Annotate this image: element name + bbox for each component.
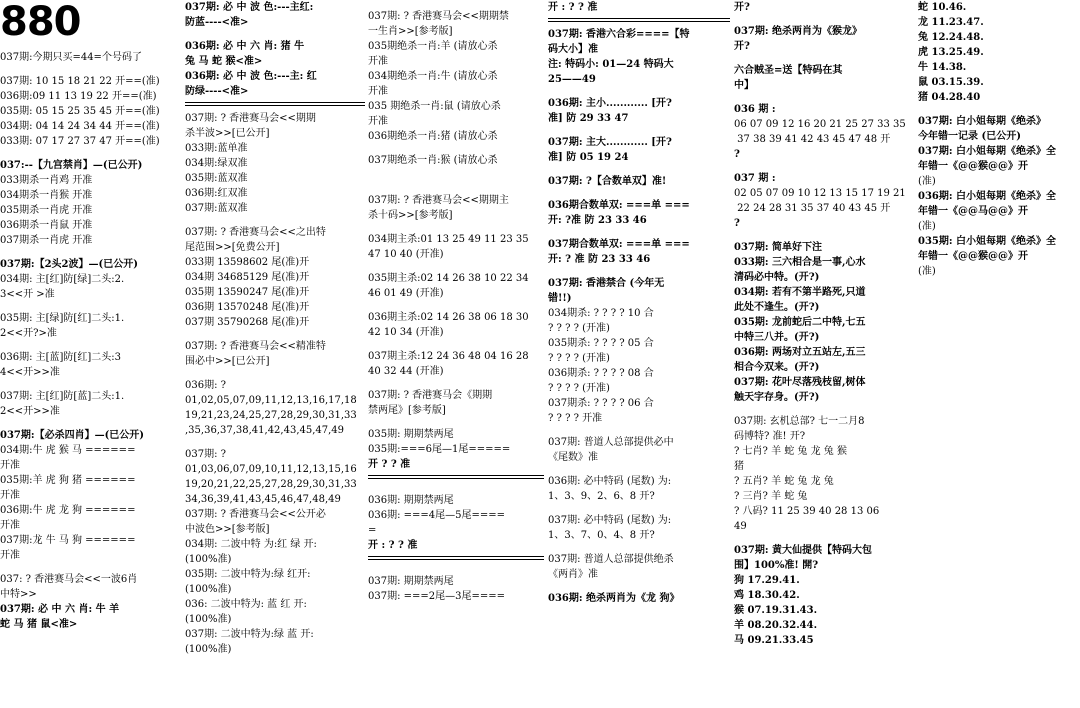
text-line: 开准 <box>0 550 20 561</box>
spacer <box>185 216 365 225</box>
text-line: 037期:蓝双准 <box>185 203 248 214</box>
text-line: 035期绝杀一肖:羊 (请放心杀 <box>368 41 498 52</box>
section-heading: 037期: 白小姐每期《绝杀》 <box>918 116 1047 127</box>
spacer <box>0 65 182 74</box>
text-line: 036期:09 11 13 19 22 开==(准) <box>0 91 157 102</box>
spacer <box>734 534 916 543</box>
text-line: 开准 <box>368 56 388 67</box>
text-line: 准] 防 29 33 47 <box>548 113 629 124</box>
text-line: 037期:今期只买=44=个号码了 <box>0 52 142 63</box>
text-line: 42 10 34 (开准) <box>368 327 444 338</box>
text-line: 鸡 18.30.42. <box>734 590 800 601</box>
text-line: 037期: 必 中 波 色:---主红: <box>185 2 314 13</box>
text-line: 035期: 白小姐每期《绝杀》全 <box>918 236 1057 247</box>
number-list: 06 07 09 12 16 20 21 25 27 33 35 <box>734 119 906 130</box>
text-line: 037: ? 香港赛马会<<一波6肖 <box>0 574 138 585</box>
spacer <box>548 189 730 198</box>
column-1 <box>0 0 182 632</box>
text-line: ? 八码? 11 25 39 40 28 13 06 <box>734 506 880 517</box>
text-line: 037期: 10 15 18 21 22 开==(准) <box>0 76 160 87</box>
text-line: 羊 08.20.32.44. <box>734 620 818 631</box>
spacer <box>0 149 182 158</box>
text-line: 中特>> <box>0 589 37 600</box>
text-line: 开准 <box>368 116 388 127</box>
text-line: 中波色>>[参考版] <box>185 524 270 535</box>
text-line: ? <box>734 218 740 229</box>
text-line: 蛇 马 猪 鼠<准> <box>0 619 78 630</box>
text-line: ? ? ? ? 开准 <box>548 413 603 424</box>
spacer <box>0 419 182 428</box>
text-line: 相合今双来。(开?) <box>734 362 820 373</box>
spacer <box>368 184 544 193</box>
text-line: 033期: 07 17 27 37 47 开==(准) <box>0 136 160 147</box>
text-line: 034期: 二波中特 为:红 绿 开: <box>185 539 317 550</box>
text-line: 034期绝杀一肖:牛 (请放心杀 <box>368 71 498 82</box>
text-line: 码博特? 准! 开? <box>734 431 806 442</box>
text-line: 3<<开 >准 <box>0 289 55 300</box>
spacer <box>0 302 182 311</box>
text-line: 034期: 04 14 24 34 44 开==(准) <box>0 121 160 132</box>
spacer <box>548 267 730 276</box>
text-line: 037期绝杀一肖:猴 (请放心杀 <box>368 155 498 166</box>
text-line: 036期: 主小............ [开? <box>548 98 672 109</box>
text-line: 防蓝----<准> <box>185 17 249 28</box>
spacer <box>0 248 182 257</box>
text-line: 036期 13570248 尾(准)开 <box>185 302 310 313</box>
section-heading: 037期: ? 香港赛马会<<公开必 <box>185 509 326 520</box>
text-line: 036期: 白小姐每期《绝杀》全 <box>918 191 1057 202</box>
text-line: = <box>368 525 377 536</box>
text-line: 此处不逢生。(开?) <box>734 302 820 313</box>
text-line: 码大小】准 <box>548 44 598 55</box>
text-line: 037期: 必中特码 (尾数) 为: <box>548 515 672 526</box>
text-line: 036: 二波中特为: 蓝 红 开: <box>185 599 307 610</box>
text-line: 2<<开>>准 <box>0 406 60 417</box>
text-line: 037期: 主[红]防[蓝]二头:1. <box>0 391 125 402</box>
text-line: 036期: 绝杀两肖为《龙 狗》 <box>548 593 680 604</box>
text-line: 开? <box>734 2 750 13</box>
spacer <box>185 438 365 447</box>
text-line: 牛 14.38. <box>918 62 967 73</box>
section-heading: 037期:【必杀四肖】—(已公开) <box>0 430 145 441</box>
number-list: 19,21,23,24,25,27,28,29,30,31,33 <box>185 410 357 421</box>
text-line: (100%准) <box>185 554 232 565</box>
text-line: (100%准) <box>185 644 232 655</box>
text-line: 开: ?准 防 23 33 46 <box>548 215 647 226</box>
text-line: 037期主杀:12 24 36 48 04 16 28 <box>368 351 529 362</box>
text-line: 037期: 必 中 六 肖: 牛 羊 <box>0 604 120 615</box>
text-line: 035期:===6尾—1尾===== <box>368 444 511 455</box>
text-line: 034期主杀:01 13 25 49 11 23 35 <box>368 234 529 245</box>
spacer <box>368 484 544 493</box>
text-line: 033期 13598602 尾(准)开 <box>185 257 310 268</box>
text-line: 037 期 : <box>734 173 776 184</box>
text-line: 开准 <box>0 460 20 471</box>
spacer <box>368 565 544 574</box>
number-list: 22 24 28 31 35 37 40 43 45 开 <box>734 203 891 214</box>
number-list: ,35,36,37,38,41,42,43,45,47,49 <box>185 425 345 436</box>
text-line: 开 : ? ? 准 <box>368 540 418 551</box>
text-line: 035期:羊 虎 狗 猪 ====== <box>0 475 136 486</box>
text-line: 036期合数单双: ===单 === <box>548 200 690 211</box>
text-line: 1、3、7、0、4、8 开? <box>548 530 655 541</box>
column-4 <box>548 0 730 606</box>
number-list: 01,03,06,07,09,10,11,12,13,15,16 <box>185 464 357 475</box>
text-line: 围必中>>[已公开] <box>185 356 270 367</box>
text-line: 035期杀一肖虎 开准 <box>0 205 93 216</box>
text-line: 4<<开>>准 <box>0 367 60 378</box>
section-heading: 037期: ?【合数单双】准! <box>548 176 667 187</box>
section-heading: 037:--【九宫禁肖】—(已公开) <box>0 160 143 171</box>
section-heading: 037期: ? 香港赛马会<<精准特 <box>185 341 326 352</box>
spacer <box>0 563 182 572</box>
spacer <box>548 165 730 174</box>
text-line: ? <box>734 149 740 160</box>
text-line: 中特三八并。(开?) <box>734 332 820 343</box>
column-2 <box>185 0 365 657</box>
text-line: (准) <box>918 176 936 187</box>
text-line: 036期: 主[蓝]防[红]二头:3 <box>0 352 121 363</box>
text-line: 兔 马 蛇 猴<准> <box>185 56 263 67</box>
spacer <box>368 262 544 271</box>
text-line: 一生肖>>[参考版] <box>368 26 453 37</box>
double-rule <box>368 475 544 479</box>
text-line: 035期: 龙前蛇后二中特,七五 <box>734 317 866 328</box>
spacer <box>734 405 916 414</box>
text-line: 年错一《@@猴@@》开 <box>918 251 1028 262</box>
text-line: 49 <box>734 521 747 532</box>
text-line: 035期主杀:02 14 26 38 10 22 34 <box>368 273 529 284</box>
spacer <box>185 330 365 339</box>
text-line: 25——49 <box>548 74 596 85</box>
text-line: 年错一《@@猴@@》开 <box>918 161 1028 172</box>
spacer <box>368 168 544 184</box>
text-line: 1、3、9、2、6、8 开? <box>548 491 655 502</box>
text-line: 开准 <box>368 86 388 97</box>
number-list: 01,02,05,07,09,11,12,13,16,17,18 <box>185 395 357 406</box>
logo-880: 880 <box>0 0 81 45</box>
number-list: 37 38 39 41 42 43 45 47 48 开 <box>734 134 891 145</box>
spacer <box>368 379 544 388</box>
spacer <box>368 418 544 427</box>
text-line: 037期: ===2尾—3尾==== <box>368 591 506 602</box>
spacer <box>368 0 544 9</box>
spacer <box>918 105 1080 114</box>
text-line: 猪 <box>734 461 744 472</box>
section-heading: 037期: 黄大仙提供【特码大包 <box>734 545 873 556</box>
spacer <box>548 465 730 474</box>
text-line: 036期主杀:02 14 26 38 06 18 30 <box>368 312 529 323</box>
text-line: 《尾数》准 <box>548 452 598 463</box>
text-line: 036期: 期期禁两尾 <box>368 495 454 506</box>
text-line: 037期:龙 牛 马 狗 ====== <box>0 535 136 546</box>
text-line: 035期杀: ? ? ? ? 05 合 <box>548 338 654 349</box>
spacer <box>368 223 544 232</box>
section-heading: 037期: 普道人总部提供绝杀 <box>548 554 674 565</box>
text-line: 40 32 44 (开准) <box>368 366 444 377</box>
section-heading: 037期: 香港六合彩====【特 <box>548 29 690 40</box>
text-line: 035 期绝杀一肖:鼠 (请放心杀 <box>368 101 501 112</box>
section-heading: 037期: 玄机总部? 七一二月8 <box>734 416 865 427</box>
spacer <box>734 54 916 63</box>
text-line: ? ? ? ? (开准) <box>548 383 610 394</box>
spacer <box>368 340 544 349</box>
spacer <box>734 162 916 171</box>
text-line: 036期: 必中特码 (尾数) 为: <box>548 476 672 487</box>
text-line: 037期: 期期禁两尾 <box>368 576 454 587</box>
spacer <box>548 87 730 96</box>
section-heading: 037期: 简单好下注 <box>734 242 823 253</box>
text-line: 037期 35790268 尾(准)开 <box>185 317 310 328</box>
number-list: 02 05 07 09 10 12 13 15 17 19 21 <box>734 188 906 199</box>
text-line: 035期:蓝双准 <box>185 173 248 184</box>
text-line: 037期: 主大............ [开? <box>548 137 672 148</box>
text-line: 033期:蓝单准 <box>185 143 248 154</box>
text-line: 中】 <box>734 80 754 91</box>
text-line: 034期 34685129 尾(准)开 <box>185 272 310 283</box>
number-list: 34,36,39,41,43,45,46,47,48,49 <box>185 494 341 505</box>
section-heading: 037期: ? 香港赛马会<<期期禁 <box>368 11 509 22</box>
text-line: 准] 防 05 19 24 <box>548 152 629 163</box>
text-line: 036期杀一肖鼠 开准 <box>0 220 93 231</box>
spacer <box>368 144 544 153</box>
text-line: 035期: 期期禁两尾 <box>368 429 454 440</box>
text-line: 036期:红双准 <box>185 188 248 199</box>
text-line: 禁两尾》[参考版] <box>368 405 446 416</box>
text-line: 鼠 03.15.39. <box>918 77 984 88</box>
text-line: 034期:牛 虎 猴 马 ====== <box>0 445 136 456</box>
text-line: ? ? ? ? (开准) <box>548 353 610 364</box>
spacer <box>548 582 730 591</box>
text-line: 036期: ? <box>185 380 226 391</box>
spacer <box>185 30 365 39</box>
text-line: 036期: ===4尾—5尾==== <box>368 510 506 521</box>
text-line: (100%准) <box>185 584 232 595</box>
text-line: 开 : ? ? 准 <box>548 2 598 13</box>
section-heading: 037期: 香港禁合 (今年无 <box>548 278 665 289</box>
spacer <box>548 228 730 237</box>
section-heading: 037期: ? 香港赛马会<<期期主 <box>368 195 509 206</box>
text-line: 034期: 若有不第半路死,只道 <box>734 287 866 298</box>
text-line: 033期: 三六相合是一事,心水 <box>734 257 866 268</box>
column-5 <box>734 0 916 648</box>
double-rule <box>548 18 730 22</box>
text-line: 035期 13590247 尾(准)开 <box>185 287 310 298</box>
double-rule <box>368 556 544 560</box>
text-line: 035期: 主[绿]防[红]二头:1. <box>0 313 125 324</box>
text-line: (准) <box>918 266 936 277</box>
column-3 <box>368 0 544 604</box>
text-line: 防绿----<准> <box>185 86 249 97</box>
text-line: (100%准) <box>185 614 232 625</box>
spacer <box>548 504 730 513</box>
spacer <box>0 341 182 350</box>
section-heading: 037期: ? 香港赛马会<<之出特 <box>185 227 326 238</box>
text-line: ? ? ? ? (开准) <box>548 323 610 334</box>
text-line: 035期: 05 15 25 35 45 开==(准) <box>0 106 160 117</box>
text-line: 2<<开?>准 <box>0 328 57 339</box>
spacer <box>548 126 730 135</box>
text-line: 开: ? 准 防 23 33 46 <box>548 254 651 265</box>
text-line: 开准 <box>0 520 20 531</box>
number-list: 19,20,21,22,25,27,28,29,30,31,33 <box>185 479 357 490</box>
text-line: 035期: 二波中特为:绿 红开: <box>185 569 311 580</box>
text-line: 034期: 主[红]防[绿]二头:2. <box>0 274 125 285</box>
text-line: 杀半波>>[已公开] <box>185 128 270 139</box>
section-heading: 037期: 普道人总部提供必中 <box>548 437 674 448</box>
text-line: (准) <box>918 221 936 232</box>
spacer <box>734 231 916 240</box>
text-line: ? 七肖? 羊 蛇 兔 龙 兔 猴 <box>734 446 847 457</box>
section-heading: 六合贼圣=送【特码在其 <box>734 65 843 76</box>
text-line: 037期: 二波中特为:绿 蓝 开: <box>185 629 314 640</box>
text-line: 036期: 必 中 六 肖: 猪 牛 <box>185 41 305 52</box>
spacer <box>185 369 365 378</box>
text-line: 杀十码>>[参考版] <box>368 210 453 221</box>
text-line: 开? <box>734 41 750 52</box>
text-line: 036 期 : <box>734 104 776 115</box>
text-line: ? 五肖? 羊 蛇 兔 龙 兔 <box>734 476 834 487</box>
text-line: 036期:牛 虎 龙 狗 ====== <box>0 505 136 516</box>
text-line: 034期:绿双准 <box>185 158 248 169</box>
text-line: 036期绝杀一肖:猪 (请放心杀 <box>368 131 498 142</box>
text-line: 037期杀: ? ? ? ? 06 合 <box>548 398 654 409</box>
text-line: 036期: 两场对立五站左,五三 <box>734 347 866 358</box>
spacer <box>734 93 916 102</box>
text-line: 兔 12.24.48. <box>918 32 984 43</box>
text-line: 《两肖》准 <box>548 569 598 580</box>
section-heading: 037期:【2头2波】—(已公开) <box>0 259 138 270</box>
text-line: 036期杀: ? ? ? ? 08 合 <box>548 368 654 379</box>
text-line: 狗 17.29.41. <box>734 575 800 586</box>
text-line: 037期杀一肖虎 开准 <box>0 235 93 246</box>
text-line: 虎 13.25.49. <box>918 47 984 58</box>
spacer <box>548 426 730 435</box>
section-heading: 037期: ? 香港赛马会《期期 <box>368 390 493 401</box>
text-line: 错!!) <box>548 293 572 304</box>
text-line: 猪 04.28.40 <box>918 92 981 103</box>
text-line: 尾范围>>[免费公开] <box>185 242 280 253</box>
text-line: 猴 07.19.31.43. <box>734 605 818 616</box>
text-line: 开 ? ? 准 <box>368 459 411 470</box>
text-line: 034期杀一肖猴 开准 <box>0 190 93 201</box>
text-line: 注: 特码小: 01—24 特码大 <box>548 59 674 70</box>
text-line: 036期: 必 中 波 色:---主: 红 <box>185 71 317 82</box>
spacer <box>548 543 730 552</box>
section-heading: 037期: ? 香港赛马会<<期期 <box>185 113 316 124</box>
spacer <box>368 301 544 310</box>
text-line: 龙 11.23.47. <box>918 17 984 28</box>
text-line: 037期: 白小姐每期《绝杀》全 <box>918 146 1057 157</box>
text-line: 037期合数单双: ===单 === <box>548 239 690 250</box>
text-line: 034期杀: ? ? ? ? 10 合 <box>548 308 654 319</box>
text-line: ? 三肖? 羊 蛇 兔 <box>734 491 808 502</box>
double-rule <box>185 102 365 106</box>
text-line: 年错一《@@马@@》开 <box>918 206 1028 217</box>
text-line: 037期: 花叶尽落残枝留,树体 <box>734 377 866 388</box>
text-line: 开准 <box>0 490 20 501</box>
text-line: 47 10 40 (开准) <box>368 249 444 260</box>
text-line: 触天字存身。(开?) <box>734 392 820 403</box>
text-line: 037期: ? <box>185 449 226 460</box>
text-line: 蛇 10.46. <box>918 2 967 13</box>
text-line: 清码必中特。(开?) <box>734 272 820 283</box>
text-line: 今年错一记录 (已公开) <box>918 131 1021 142</box>
column-6 <box>918 0 1080 279</box>
text-line: 033期杀一肖鸡 开准 <box>0 175 93 186</box>
spacer <box>0 380 182 389</box>
text-line: 围】100%准! 開? <box>734 560 819 571</box>
spacer <box>734 15 916 24</box>
text-line: 037期: 绝杀两肖为《猴龙》 <box>734 26 863 37</box>
text-line: 马 09.21.33.45 <box>734 635 814 646</box>
text-line: 46 01 49 (开准) <box>368 288 444 299</box>
